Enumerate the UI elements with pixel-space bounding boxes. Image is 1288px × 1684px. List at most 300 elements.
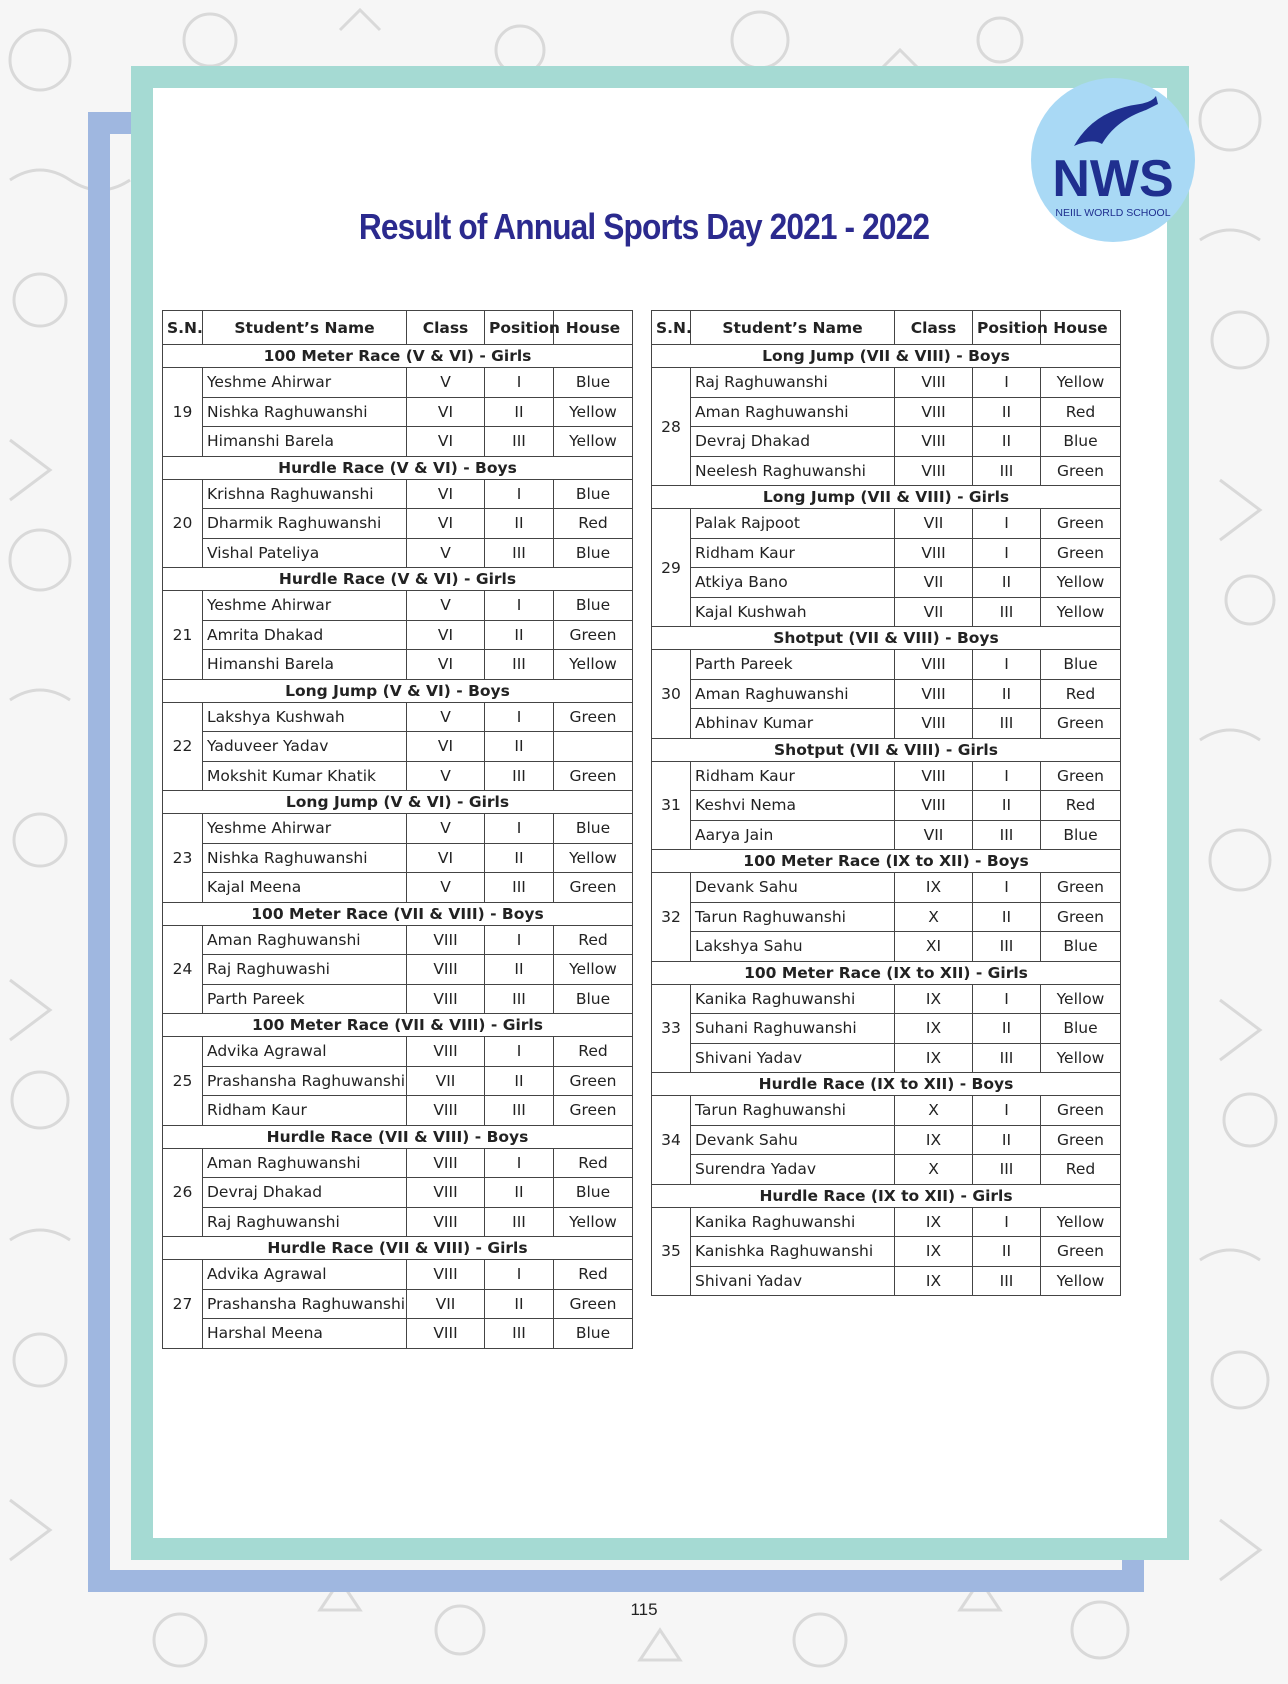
table-row <box>652 397 1121 427</box>
table-row <box>652 709 1121 739</box>
student-name: Nishka Raghuwanshi <box>203 843 407 873</box>
table-row <box>652 1096 1121 1126</box>
table-row <box>652 456 1121 486</box>
student-class: VIII <box>407 1207 485 1237</box>
table-row <box>163 509 633 539</box>
serial-number: 26 <box>163 1148 203 1237</box>
student-position: I <box>485 1037 554 1067</box>
student-name: Ridham Kaur <box>203 1096 407 1126</box>
student-class: VIII <box>895 427 973 457</box>
student-house: Blue <box>554 984 633 1014</box>
student-class: VIII <box>895 761 973 791</box>
header-name: Student’s Name <box>203 311 407 345</box>
student-class: VIII <box>407 1148 485 1178</box>
student-house: Red <box>554 925 633 955</box>
student-name: Kajal Meena <box>203 873 407 903</box>
student-class: V <box>407 761 485 791</box>
student-name: Shivani Yadav <box>691 1266 895 1296</box>
student-position: III <box>973 820 1041 850</box>
student-name: Kanika Raghuwanshi <box>691 984 895 1014</box>
student-house: Blue <box>554 368 633 398</box>
table-row <box>652 984 1121 1014</box>
student-name: Ridham Kaur <box>691 538 895 568</box>
student-class: IX <box>895 1237 973 1267</box>
student-class: V <box>407 591 485 621</box>
table-row <box>163 732 633 762</box>
event-category: 100 Meter Race (V & VI) - Girls <box>163 345 633 368</box>
student-position: I <box>973 761 1041 791</box>
student-name: Mokshit Kumar Khatik <box>203 761 407 791</box>
event-category: Long Jump (VII & VIII) - Boys <box>652 345 1121 368</box>
student-name: Himanshi Barela <box>203 650 407 680</box>
student-house: Green <box>1041 1096 1121 1126</box>
student-house: Yellow <box>1041 984 1121 1014</box>
student-house: Green <box>554 1289 633 1319</box>
student-class: V <box>407 702 485 732</box>
student-house: Yellow <box>1041 597 1121 627</box>
category-row <box>163 679 633 702</box>
table-row <box>652 1266 1121 1296</box>
header-position: Position <box>973 311 1041 345</box>
serial-number: 25 <box>163 1037 203 1126</box>
student-name: Himanshi Barela <box>203 427 407 457</box>
student-house: Red <box>554 509 633 539</box>
event-category: 100 Meter Race (IX to XII) - Girls <box>652 961 1121 984</box>
header-house: House <box>554 311 633 345</box>
student-position: II <box>973 1237 1041 1267</box>
table-row <box>163 1178 633 1208</box>
table-row <box>163 591 633 621</box>
results-body-left <box>163 345 633 1349</box>
table-row <box>163 1319 633 1349</box>
table-row <box>652 1207 1121 1237</box>
student-class: V <box>407 873 485 903</box>
table-row <box>163 650 633 680</box>
student-position: I <box>485 479 554 509</box>
serial-number: 29 <box>652 509 691 627</box>
student-position: II <box>485 955 554 985</box>
student-house: Red <box>1041 679 1121 709</box>
student-class: VI <box>407 620 485 650</box>
student-position: II <box>973 791 1041 821</box>
table-row <box>652 1043 1121 1073</box>
table-row <box>652 368 1121 398</box>
category-row <box>163 1237 633 1260</box>
table-row <box>652 1014 1121 1044</box>
student-house: Red <box>554 1037 633 1067</box>
student-name: Advika Agrawal <box>203 1260 407 1290</box>
category-row <box>163 568 633 591</box>
student-name: Atkiya Bano <box>691 568 895 598</box>
school-logo <box>1022 76 1204 244</box>
student-class: VII <box>407 1066 485 1096</box>
student-class: VI <box>407 397 485 427</box>
student-name: Neelesh Raghuwanshi <box>691 456 895 486</box>
event-category: Hurdle Race (V & VI) - Girls <box>163 568 633 591</box>
event-category: Hurdle Race (IX to XII) - Girls <box>652 1184 1121 1207</box>
student-position: I <box>485 1148 554 1178</box>
table-row <box>652 791 1121 821</box>
category-row <box>163 456 633 479</box>
category-row <box>652 486 1121 509</box>
student-house: Red <box>1041 791 1121 821</box>
student-name: Parth Pareek <box>203 984 407 1014</box>
serial-number: 24 <box>163 925 203 1014</box>
table-row <box>163 1148 633 1178</box>
student-name: Keshvi Nema <box>691 791 895 821</box>
category-row <box>652 738 1121 761</box>
student-house: Red <box>554 1148 633 1178</box>
table-row <box>163 1207 633 1237</box>
student-position: III <box>973 709 1041 739</box>
student-name: Devank Sahu <box>691 1125 895 1155</box>
student-house: Blue <box>1041 427 1121 457</box>
student-position: III <box>485 1096 554 1126</box>
table-row <box>652 650 1121 680</box>
student-name: Raj Raghuwashi <box>203 955 407 985</box>
student-house: Blue <box>554 538 633 568</box>
student-class: VIII <box>407 1096 485 1126</box>
student-class: VI <box>407 843 485 873</box>
student-house: Yellow <box>554 397 633 427</box>
results-table-right <box>651 310 1121 1296</box>
student-class: VIII <box>895 368 973 398</box>
student-position: III <box>973 597 1041 627</box>
student-house: Blue <box>1041 932 1121 962</box>
table-row <box>652 597 1121 627</box>
event-category: 100 Meter Race (VII & VIII) - Boys <box>163 902 633 925</box>
student-class: VII <box>895 568 973 598</box>
student-house: Green <box>1041 538 1121 568</box>
student-house: Green <box>1041 761 1121 791</box>
serial-number: 28 <box>652 368 691 486</box>
student-class: IX <box>895 984 973 1014</box>
table-row <box>163 368 633 398</box>
student-house: Yellow <box>1041 568 1121 598</box>
student-position: III <box>973 456 1041 486</box>
student-name: Vishal Pateliya <box>203 538 407 568</box>
serial-number: 31 <box>652 761 691 850</box>
student-name: Shivani Yadav <box>691 1043 895 1073</box>
header-sn: S.N. <box>163 311 203 345</box>
student-class: VII <box>895 820 973 850</box>
table-row <box>163 984 633 1014</box>
student-name: Yeshme Ahirwar <box>203 814 407 844</box>
student-house: Red <box>554 1260 633 1290</box>
student-class: V <box>407 814 485 844</box>
student-class: VIII <box>407 984 485 1014</box>
student-position: I <box>485 814 554 844</box>
event-category: Shotput (VII & VIII) - Boys <box>652 627 1121 650</box>
table-row <box>163 538 633 568</box>
student-name: Raj Raghuwanshi <box>691 368 895 398</box>
serial-number: 20 <box>163 479 203 568</box>
table-row <box>652 427 1121 457</box>
student-class: VIII <box>895 397 973 427</box>
table-row <box>163 955 633 985</box>
table-row <box>163 427 633 457</box>
event-category: Hurdle Race (VII & VIII) - Girls <box>163 1237 633 1260</box>
event-category: Hurdle Race (V & VI) - Boys <box>163 456 633 479</box>
student-position: II <box>973 679 1041 709</box>
event-category: Long Jump (V & VI) - Boys <box>163 679 633 702</box>
student-house: Yellow <box>1041 1266 1121 1296</box>
student-class: V <box>407 538 485 568</box>
student-class: VII <box>895 597 973 627</box>
student-house: Blue <box>1041 650 1121 680</box>
table-row <box>163 620 633 650</box>
student-house: Green <box>1041 456 1121 486</box>
student-name: Prashansha Raghuwanshi <box>203 1289 407 1319</box>
student-class: VIII <box>895 709 973 739</box>
student-position: II <box>485 1066 554 1096</box>
table-row <box>163 925 633 955</box>
student-name: Lakshya Kushwah <box>203 702 407 732</box>
student-position: III <box>485 984 554 1014</box>
student-position: III <box>485 427 554 457</box>
student-house: Green <box>1041 1237 1121 1267</box>
student-house: Blue <box>554 814 633 844</box>
table-header-row <box>163 311 633 345</box>
student-class: VIII <box>407 1037 485 1067</box>
serial-number: 19 <box>163 368 203 457</box>
student-house: Green <box>554 1066 633 1096</box>
student-class: VII <box>895 509 973 539</box>
table-row <box>163 702 633 732</box>
student-position: III <box>485 873 554 903</box>
page-number: 115 <box>630 1600 658 1619</box>
student-position: III <box>973 932 1041 962</box>
student-position: I <box>973 538 1041 568</box>
event-category: 100 Meter Race (IX to XII) - Boys <box>652 850 1121 873</box>
category-row <box>163 1125 633 1148</box>
results-body-right <box>652 345 1121 1296</box>
category-row <box>652 1073 1121 1096</box>
student-name: Yaduveer Yadav <box>203 732 407 762</box>
student-house: Green <box>554 1096 633 1126</box>
student-name: Surendra Yadav <box>691 1155 895 1185</box>
student-position: II <box>485 843 554 873</box>
header-position: Position <box>485 311 554 345</box>
student-name: Suhani Raghuwanshi <box>691 1014 895 1044</box>
student-class: VIII <box>407 1178 485 1208</box>
student-position: I <box>973 1096 1041 1126</box>
event-category: Long Jump (V & VI) - Girls <box>163 791 633 814</box>
student-name: Kanishka Raghuwanshi <box>691 1237 895 1267</box>
student-house: Yellow <box>554 843 633 873</box>
student-position: I <box>485 925 554 955</box>
student-class: IX <box>895 1207 973 1237</box>
student-class: IX <box>895 1266 973 1296</box>
student-position: II <box>485 732 554 762</box>
student-position: I <box>973 984 1041 1014</box>
category-row <box>163 1014 633 1037</box>
student-position: I <box>485 368 554 398</box>
header-sn: S.N. <box>652 311 691 345</box>
student-class: VI <box>407 479 485 509</box>
student-position: I <box>485 1260 554 1290</box>
student-house: Yellow <box>554 955 633 985</box>
table-row <box>652 932 1121 962</box>
student-position: II <box>973 1014 1041 1044</box>
student-house: Green <box>1041 709 1121 739</box>
page-title: Result of Annual Sports Day 2021 - 2022 <box>358 206 930 247</box>
student-position: III <box>485 761 554 791</box>
serial-number: 33 <box>652 984 691 1073</box>
header-class: Class <box>895 311 973 345</box>
student-house: Green <box>1041 873 1121 903</box>
student-house: Blue <box>554 479 633 509</box>
category-row <box>163 345 633 368</box>
student-house: Yellow <box>1041 1207 1121 1237</box>
student-name: Aman Raghuwanshi <box>203 1148 407 1178</box>
student-class: XI <box>895 932 973 962</box>
student-position: II <box>485 1178 554 1208</box>
table-row <box>652 1125 1121 1155</box>
student-house: Red <box>1041 1155 1121 1185</box>
student-class: IX <box>895 873 973 903</box>
event-category: Long Jump (VII & VIII) - Girls <box>652 486 1121 509</box>
student-house: Green <box>554 702 633 732</box>
student-class: VIII <box>407 1260 485 1290</box>
student-class: VII <box>407 1289 485 1319</box>
table-row <box>652 568 1121 598</box>
student-house: Red <box>1041 397 1121 427</box>
student-name: Krishna Raghuwanshi <box>203 479 407 509</box>
student-position: I <box>973 1207 1041 1237</box>
serial-number: 22 <box>163 702 203 791</box>
header-house: House <box>1041 311 1121 345</box>
table-row <box>163 814 633 844</box>
student-position: III <box>973 1155 1041 1185</box>
event-category: Hurdle Race (VII & VIII) - Boys <box>163 1125 633 1148</box>
student-name: Aman Raghuwanshi <box>691 397 895 427</box>
student-name: Yeshme Ahirwar <box>203 591 407 621</box>
table-row <box>163 1066 633 1096</box>
header-class: Class <box>407 311 485 345</box>
student-name: Devank Sahu <box>691 873 895 903</box>
student-house: Green <box>554 873 633 903</box>
student-position: II <box>485 620 554 650</box>
student-name: Devraj Dhakad <box>691 427 895 457</box>
student-class: X <box>895 1096 973 1126</box>
student-class: VI <box>407 427 485 457</box>
student-name: Dharmik Raghuwanshi <box>203 509 407 539</box>
student-position: I <box>973 368 1041 398</box>
student-name: Devraj Dhakad <box>203 1178 407 1208</box>
student-name: Lakshya Sahu <box>691 932 895 962</box>
table-row <box>652 538 1121 568</box>
table-row <box>163 1260 633 1290</box>
category-row <box>163 902 633 925</box>
category-row <box>163 791 633 814</box>
category-row <box>652 961 1121 984</box>
table-row <box>652 820 1121 850</box>
serial-number: 30 <box>652 650 691 739</box>
table-row <box>652 1237 1121 1267</box>
serial-number: 27 <box>163 1260 203 1349</box>
category-row <box>652 345 1121 368</box>
student-position: II <box>485 1289 554 1319</box>
student-position: II <box>485 509 554 539</box>
student-position: III <box>485 1207 554 1237</box>
event-category: Shotput (VII & VIII) - Girls <box>652 738 1121 761</box>
table-row <box>652 902 1121 932</box>
student-house: Green <box>554 761 633 791</box>
table-row <box>163 1096 633 1126</box>
serial-number: 35 <box>652 1207 691 1296</box>
table-row <box>163 1037 633 1067</box>
student-name: Ridham Kaur <box>691 761 895 791</box>
student-name: Yeshme Ahirwar <box>203 368 407 398</box>
student-name: Amrita Dhakad <box>203 620 407 650</box>
student-class: X <box>895 1155 973 1185</box>
student-class: X <box>895 902 973 932</box>
category-row <box>652 1184 1121 1207</box>
student-house: Yellow <box>554 650 633 680</box>
student-house <box>554 732 633 762</box>
student-position: I <box>973 873 1041 903</box>
student-class: IX <box>895 1014 973 1044</box>
table-row <box>652 1155 1121 1185</box>
student-house: Green <box>1041 509 1121 539</box>
logo-text: NWS <box>1052 150 1174 208</box>
category-row <box>652 627 1121 650</box>
table-row <box>652 509 1121 539</box>
student-class: VIII <box>895 538 973 568</box>
serial-number: 32 <box>652 873 691 962</box>
student-class: IX <box>895 1125 973 1155</box>
student-position: II <box>973 902 1041 932</box>
student-house: Green <box>554 620 633 650</box>
serial-number: 23 <box>163 814 203 903</box>
student-position: III <box>485 1319 554 1349</box>
student-class: VIII <box>895 791 973 821</box>
student-class: VI <box>407 650 485 680</box>
table-row <box>652 679 1121 709</box>
student-class: IX <box>895 1043 973 1073</box>
student-position: II <box>973 427 1041 457</box>
student-position: III <box>485 538 554 568</box>
student-name: Palak Rajpoot <box>691 509 895 539</box>
event-category: Hurdle Race (IX to XII) - Boys <box>652 1073 1121 1096</box>
table-row <box>163 1289 633 1319</box>
student-house: Yellow <box>554 427 633 457</box>
student-class: VIII <box>407 955 485 985</box>
student-house: Blue <box>1041 1014 1121 1044</box>
student-class: VI <box>407 509 485 539</box>
table-row <box>163 761 633 791</box>
serial-number: 34 <box>652 1096 691 1185</box>
serial-number: 21 <box>163 591 203 680</box>
student-name: Advika Agrawal <box>203 1037 407 1067</box>
student-name: Kajal Kushwah <box>691 597 895 627</box>
student-class: VIII <box>895 650 973 680</box>
student-name: Nishka Raghuwanshi <box>203 397 407 427</box>
logo-subtext: NEIIL WORLD SCHOOL <box>1055 207 1171 219</box>
student-house: Yellow <box>1041 1043 1121 1073</box>
student-house: Blue <box>554 1319 633 1349</box>
student-position: III <box>973 1266 1041 1296</box>
event-category: 100 Meter Race (VII & VIII) - Girls <box>163 1014 633 1037</box>
table-row <box>652 761 1121 791</box>
table-row <box>163 873 633 903</box>
student-house: Blue <box>554 1178 633 1208</box>
student-house: Yellow <box>554 1207 633 1237</box>
student-position: II <box>973 568 1041 598</box>
student-name: Parth Pareek <box>691 650 895 680</box>
student-house: Blue <box>1041 820 1121 850</box>
